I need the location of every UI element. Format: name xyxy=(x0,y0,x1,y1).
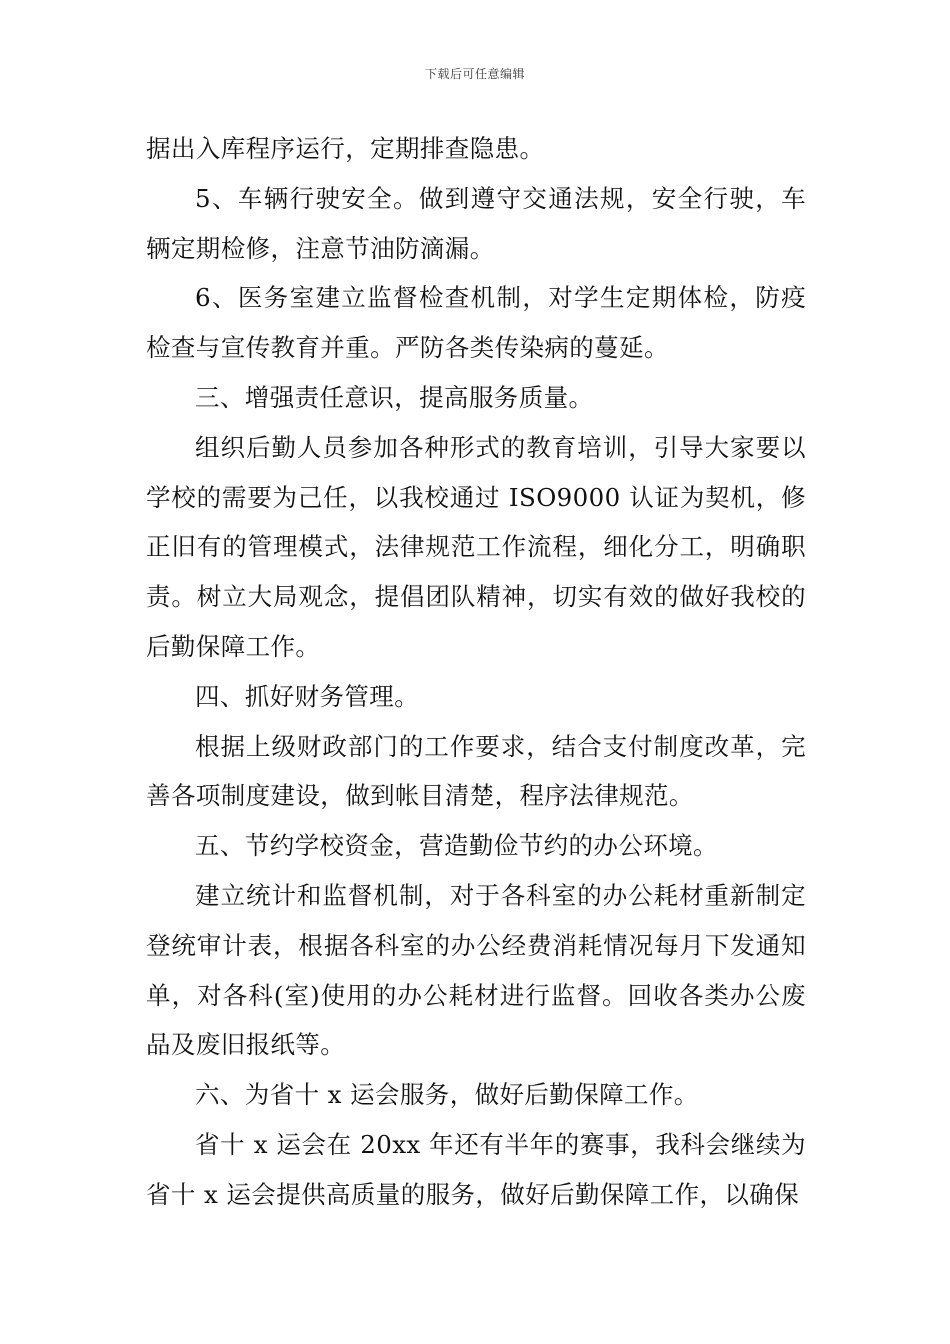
paragraph: 6、医务室建立监督检查机制，对学生定期体检，防疫检查与宣传教育并重。严防各类传染病的蔓延。 xyxy=(146,283,806,363)
paragraph: 根据上级财政部门的工作要求，结合支付制度改革，完善各项制度建设，做到帐目清楚，程序法律规范。 xyxy=(146,731,806,811)
section-heading: 六、为省十 x 运会服务，做好后勤保障工作。 xyxy=(195,1080,699,1110)
paragraph: 建立统计和监督机制，对于各科室的办公耗材重新制定登统审计表，根据各科室的办公经费消耗情况每月下发通知单，对各科(室)使用的办公耗材进行监督。回收各类办公废品及废旧报纸等。 xyxy=(146,880,806,1060)
section-heading: 四、抓好财务管理。 xyxy=(195,681,420,711)
page-header: 下载后可任意编辑 xyxy=(424,67,525,81)
section-heading: 五、节约学校资金，营造勤俭节约的办公环境。 xyxy=(195,831,718,861)
document-body xyxy=(146,124,806,1220)
paragraph: 据出入库程序运行，定期排查隐患。 xyxy=(146,134,545,163)
paragraph: 5、车辆行驶安全。做到遵守交通法规，安全行驶，车辆定期检修，注意节油防滴漏。 xyxy=(146,183,806,263)
section-heading: 三、增强责任意识，提高服务质量。 xyxy=(195,382,594,412)
paragraph: 组织后勤人员参加各种形式的教育培训，引导大家要以学校的需要为己任，以我校通过 ISO9000 认证为契机，修正旧有的管理模式，法律规范工作流程，细化分工，明确职责。树立大局观念，提倡团队精神，切实有效的做好我校的后勤保障工作。 xyxy=(146,432,806,661)
paragraph: 省十 x 运会在 20xx 年还有半年的赛事，我科会继续为省十 x 运会提供高质量的服务，做好后勤保障工作，以确保 xyxy=(146,1129,806,1209)
